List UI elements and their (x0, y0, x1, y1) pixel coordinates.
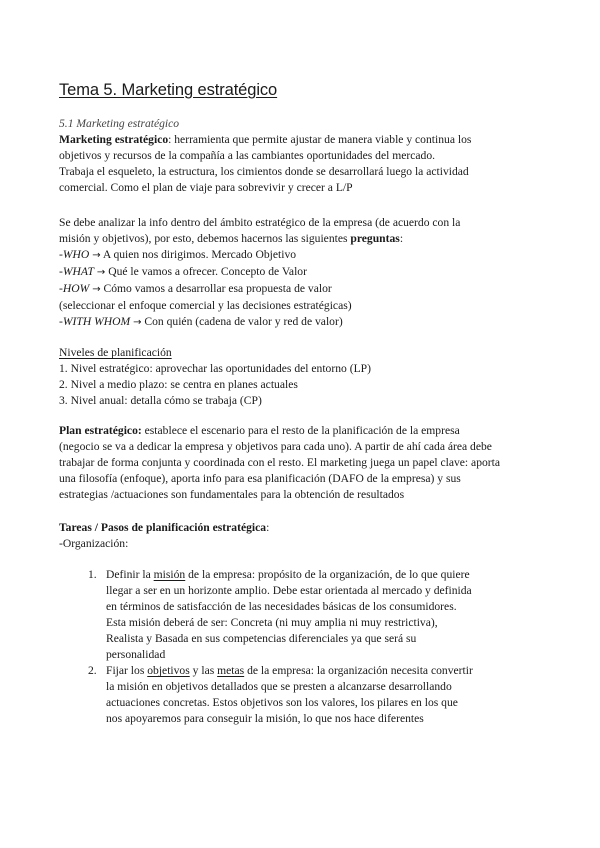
levels-heading: Niveles de planificación (59, 346, 172, 359)
question-who (59, 247, 559, 264)
definition-line-1 (59, 132, 559, 148)
question-key: WHO (62, 248, 90, 261)
question-key: WHAT (62, 265, 95, 278)
planning-levels (59, 345, 559, 409)
question-with-whom (59, 314, 559, 331)
question-text: Con quién (cadena de valor y red de valor) (141, 315, 343, 328)
question-text: A quien nos dirigimos. Mercado Objetivo (100, 248, 297, 261)
right-arrow-icon: → (96, 267, 106, 278)
question-how-continuation: (seleccionar el enfoque comercial y las decisiones estratégicas) (59, 299, 352, 312)
plan-term: Plan estratégico: (59, 424, 142, 437)
step-pre: Definir la (106, 568, 154, 581)
step-line: nos apoyaremos para conseguir la misión, lo que nos hace diferentes (106, 712, 424, 725)
list-item (59, 663, 559, 727)
right-arrow-icon: → (133, 317, 142, 328)
step-line (106, 567, 559, 583)
step-pre: Fijar los (106, 664, 148, 677)
plan-paragraph (59, 423, 559, 503)
analysis-paragraph (59, 215, 559, 331)
step-line: personalidad (106, 648, 166, 661)
plan-line-3: trabajar de forma conjunta y coordinada con el resto. El marketing juega un papel clave: aporta (59, 456, 501, 469)
analysis-colon: : (399, 232, 404, 245)
tasks-steps-list (59, 567, 559, 727)
question-prefix: - (59, 315, 63, 328)
tasks-heading: Tareas / Pasos de planificación estratégica (59, 521, 267, 534)
question-prefix: - (59, 248, 63, 261)
step-number: 2. (88, 664, 97, 677)
question-key: WITH WHOM (62, 315, 131, 328)
section-intro (59, 116, 559, 196)
plan-line-1 (59, 423, 559, 439)
analysis-line-1: Se debe analizar la info dentro del ámbito estratégico de la empresa (de acuerdo con la (59, 216, 461, 229)
question-what (59, 264, 559, 281)
level-item: 1. Nivel estratégico: aprovechar las oportunidades del entorno (LP) (59, 362, 371, 375)
tasks-heading-colon: : (266, 521, 270, 534)
plan-text-1: establece el escenario para el resto de la planificación de la empresa (141, 424, 460, 437)
question-text: Qué le vamos a ofrecer. Concepto de Valor (105, 265, 307, 278)
right-arrow-icon: → (92, 284, 101, 295)
skeleton-line-2: comercial. Como el plan de viaje para sobrevivir y crecer a L/P (59, 181, 353, 194)
question-how (59, 281, 559, 298)
preguntas-keyword: preguntas (350, 232, 400, 245)
question-key: HOW (62, 282, 90, 295)
mision-keyword: misión (153, 568, 186, 581)
tasks-section (59, 520, 559, 552)
step-text (106, 567, 559, 663)
right-arrow-icon: → (92, 250, 101, 261)
step-mid: y las (189, 664, 218, 677)
question-prefix: - (59, 282, 63, 295)
definition-line-2: objetivos y recursos de la compañía a las cambiantes oportunidades del mercado. (59, 149, 436, 162)
section-heading: 5.1 Marketing estratégico (59, 117, 180, 130)
plan-line-2: (negocio se va a dedicar la empresa y objetivos para cada uno). A partir de ahí cada área debe (59, 440, 492, 453)
analysis-line-2-text: misión y objetivos), por esto, debemos hacernos las siguientes (59, 232, 351, 245)
step-line: en términos de satisfacción de las necesidades básicas de los consumidores. (106, 600, 457, 613)
step-post: de la empresa: la organización necesita convertir (244, 664, 473, 677)
step-text (106, 663, 559, 727)
skeleton-line-1: Trabaja el esqueleto, la estructura, los cimientos donde se desarrollará luego la actividad (59, 165, 469, 178)
step-line (106, 663, 559, 679)
plan-line-4: una filosofía (enfoque), aporta info para esa planificación (DAFO de la empresa) y sus (59, 472, 461, 485)
question-text: Cómo vamos a desarrollar esa propuesta de valor (100, 282, 332, 295)
level-item: 3. Nivel anual: detalla cómo se trabaja (CP) (59, 394, 262, 407)
list-item (59, 567, 559, 663)
step-line: la misión en objetivos detallados que se presten a alcanzarse desarrollando (106, 680, 452, 693)
definition-term: Marketing estratégico (59, 133, 169, 146)
definition-text-1: : herramienta que permite ajustar de manera viable y continua los (168, 133, 472, 146)
objetivos-keyword: objetivos (147, 664, 190, 677)
organization-label: -Organización: (59, 537, 129, 550)
tasks-heading-line (59, 520, 559, 536)
step-line: Esta misión deberá de ser: Concreta (ni muy amplia ni muy restrictiva), (106, 616, 438, 629)
step-line: llegar a ser en un horizonte amplio. Debe estar orientada al mercado y definida (106, 584, 472, 597)
question-prefix: - (59, 265, 63, 278)
step-post: de la empresa: propósito de la organización, de lo que quiere (185, 568, 470, 581)
step-line: actuaciones concretas. Estos objetivos son los valores, los pilares en los que (106, 696, 458, 709)
analysis-line-2 (59, 231, 559, 247)
step-number: 1. (88, 568, 97, 581)
plan-line-5: estrategias /actuaciones son fundamentales para la obtención de resultados (59, 488, 405, 501)
step-line: Realista y Basada en sus competencias diferenciales ya que será su (106, 632, 417, 645)
metas-keyword: metas (217, 664, 245, 677)
level-item: 2. Nivel a medio plazo: se centra en planes actuales (59, 378, 298, 391)
page-title: Tema 5. Marketing estratégico (59, 81, 278, 99)
